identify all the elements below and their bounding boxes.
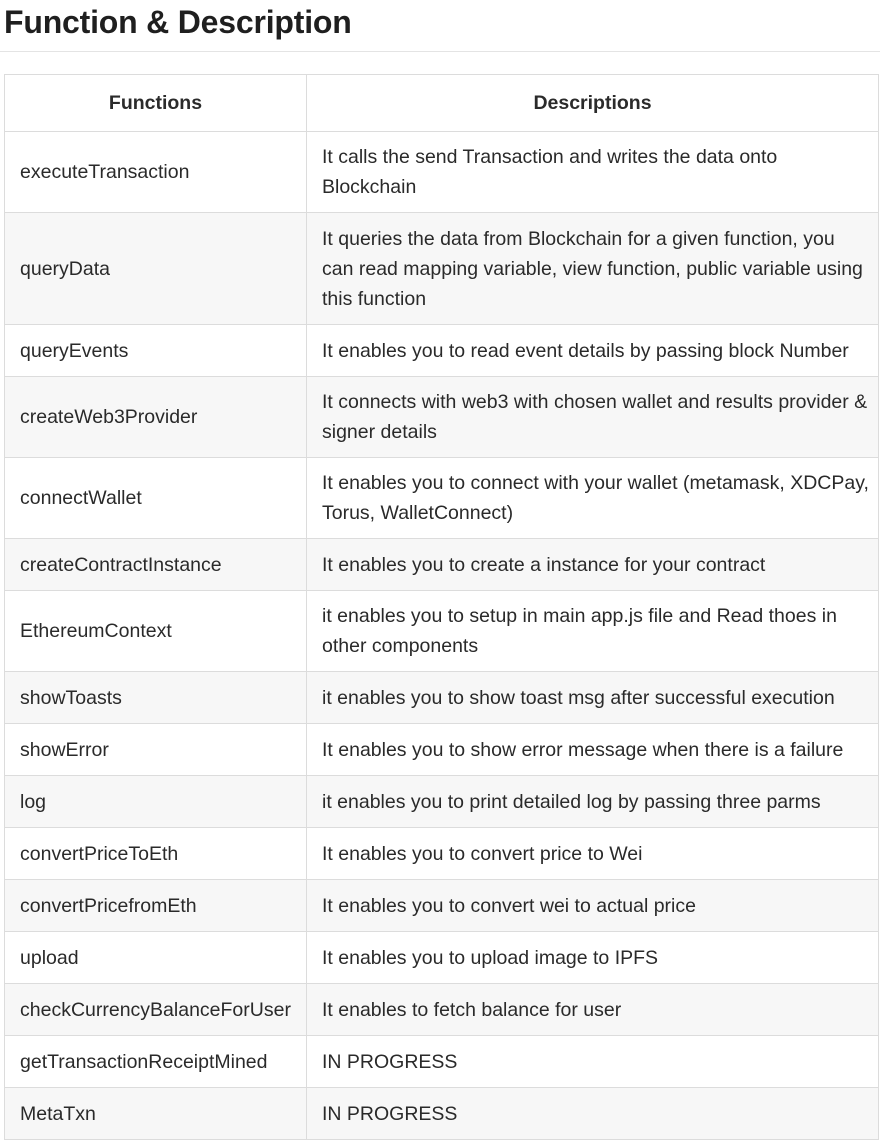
function-cell: convertPriceToEth — [5, 828, 307, 880]
page-title: Function & Description — [0, 0, 880, 52]
table-row — [5, 932, 879, 984]
description-cell: It connects with web3 with chosen wallet and results provider & signer details — [307, 377, 879, 458]
function-cell: convertPricefromEth — [5, 880, 307, 932]
description-cell: It enables you to upload image to IPFS — [307, 932, 879, 984]
column-header-descriptions: Descriptions — [307, 75, 879, 132]
functions-table — [4, 74, 879, 1140]
function-cell: MetaTxn — [5, 1088, 307, 1140]
function-cell: connectWallet — [5, 458, 307, 539]
table-row — [5, 591, 879, 672]
description-cell: It enables you to convert price to Wei — [307, 828, 879, 880]
description-cell: IN PROGRESS — [307, 1036, 879, 1088]
table-header-row — [5, 75, 879, 132]
table-row — [5, 377, 879, 458]
table-row — [5, 724, 879, 776]
function-cell: upload — [5, 932, 307, 984]
table-row — [5, 984, 879, 1036]
table-row — [5, 1036, 879, 1088]
function-cell: executeTransaction — [5, 132, 307, 213]
table-row — [5, 458, 879, 539]
table-row — [5, 776, 879, 828]
table-row — [5, 1088, 879, 1140]
function-cell: createWeb3Provider — [5, 377, 307, 458]
functions-table-container — [4, 74, 878, 1140]
description-cell: It calls the send Transaction and writes the data onto Blockchain — [307, 132, 879, 213]
function-cell: queryEvents — [5, 325, 307, 377]
description-cell: It queries the data from Blockchain for a given function, you can read mapping variable, view function, public variable using this function — [307, 213, 879, 325]
function-cell: checkCurrencyBalanceForUser — [5, 984, 307, 1036]
table-row — [5, 539, 879, 591]
function-cell: getTransactionReceiptMined — [5, 1036, 307, 1088]
table-row — [5, 880, 879, 932]
description-cell: It enables you to convert wei to actual price — [307, 880, 879, 932]
description-cell: IN PROGRESS — [307, 1088, 879, 1140]
function-cell: EthereumContext — [5, 591, 307, 672]
table-row — [5, 325, 879, 377]
description-cell: It enables you to create a instance for your contract — [307, 539, 879, 591]
function-cell: log — [5, 776, 307, 828]
function-cell: createContractInstance — [5, 539, 307, 591]
function-cell: queryData — [5, 213, 307, 325]
table-row — [5, 132, 879, 213]
description-cell: It enables you to connect with your wallet (metamask, XDCPay, Torus, WalletConnect) — [307, 458, 879, 539]
description-cell: it enables you to setup in main app.js file and Read thoes in other components — [307, 591, 879, 672]
table-row — [5, 213, 879, 325]
description-cell: it enables you to print detailed log by passing three parms — [307, 776, 879, 828]
description-cell: It enables to fetch balance for user — [307, 984, 879, 1036]
function-cell: showError — [5, 724, 307, 776]
column-header-functions: Functions — [5, 75, 307, 132]
function-cell: showToasts — [5, 672, 307, 724]
description-cell: it enables you to show toast msg after successful execution — [307, 672, 879, 724]
table-row — [5, 828, 879, 880]
table-row — [5, 672, 879, 724]
description-cell: It enables you to show error message when there is a failure — [307, 724, 879, 776]
description-cell: It enables you to read event details by passing block Number — [307, 325, 879, 377]
